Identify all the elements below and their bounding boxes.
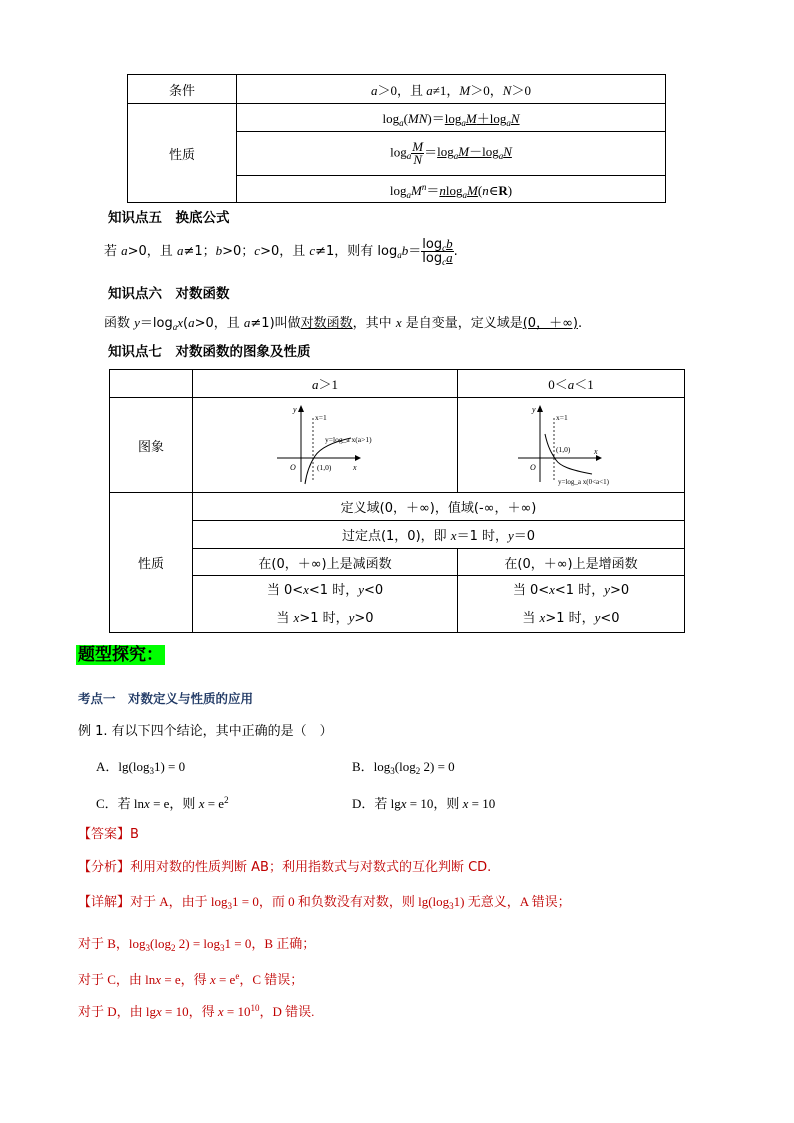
detail-line-1: 【详解】对于 A，由于 $\log_31 = 0$，而 0 和负数没有对数，则 $\lg(\log_31)$ 无意义，A 错误；	[78, 894, 571, 911]
graph1-x-label: x	[353, 463, 357, 472]
graph1-y-label: y	[293, 405, 297, 414]
log-function-definition: 函数 $y=\log_ax(a>0$，且 a≠1)叫做对数函数，其中 x 是自变量，定义域是(0，＋∞).	[104, 315, 583, 332]
graph-a-gt-1-cell	[193, 398, 458, 493]
option-a: A．$\lg(\log_31) = 0$	[96, 759, 186, 776]
option-c: C．若 lnx = e，则 $x = e^2$	[96, 795, 229, 811]
graph-property-label: 性质	[110, 493, 193, 633]
condition-value: a＞0，且 a≠1，M＞0，N＞0	[237, 75, 666, 104]
graph2-function-label: y=log_a x(0<a<1)	[558, 478, 609, 486]
log-properties-table	[127, 74, 666, 203]
graph1-point-label: (1,0)	[317, 463, 332, 472]
analysis-line: 【分析】利用对数的性质判断 AB；利用指数式与对数式的互化判断 CD.	[78, 860, 492, 875]
graph1-origin: O	[290, 463, 296, 472]
formula-power: $\log_aM^n=nlog_aM(n\in R)$	[237, 176, 666, 203]
option-d: D．若 lgx = 10，则 x = 10	[352, 796, 496, 811]
section-6-title: 知识点六 对数函数	[108, 286, 230, 302]
property-label: 性质	[128, 104, 237, 203]
monotonic-a-lt-1: 在(0，＋∞)上是增函数	[458, 549, 685, 576]
detail-line-3: 对于 C，由 lnx = e，得 $x = e^e$，C 错误；	[78, 971, 304, 987]
corner-cell	[110, 370, 193, 398]
graph1-function-label: y=log_a x(a>1)	[325, 435, 372, 444]
section-5-title: 知识点五 换底公式	[108, 210, 230, 226]
graph-a-lt-1	[458, 398, 684, 488]
graph2-point-label: (1,0)	[556, 445, 571, 454]
graph-label: 图象	[110, 398, 193, 493]
detail-line-4: 对于 D，由 lgx = 10，得 $x = 10^{10}$，D 错误.	[78, 1003, 315, 1019]
graph2-y-label: y	[532, 405, 536, 414]
explore-heading: 题型探究：	[78, 645, 163, 665]
graph1-asymptote-label: x=1	[315, 413, 327, 422]
monotonic-a-gt-1: 在(0，＋∞)上是减函数	[193, 549, 458, 576]
formula-quotient: $\log_a$ $\frac{M}{N}$ $=\log_aM-\log_aN$	[237, 132, 666, 176]
change-of-base-formula: 若 a>0，且 a≠1；b>0；c>0，且 c≠1，则有 $\log_ab=$ $\frac{\log_cb}{\log_ca}$ .	[104, 236, 458, 267]
graph2-x-label: x	[594, 447, 598, 456]
answer-line: 【答案】B	[78, 827, 139, 842]
detail-line-2: 对于 B，$\log_3(\log_2$ $2) = \log_31 = 0$，B 正确；	[78, 936, 316, 953]
example-1-question: 例 1. 有以下四个结论，其中正确的是（ ）	[78, 724, 333, 739]
section-7-title: 知识点七 对数函数的图象及性质	[108, 344, 311, 360]
sign-a-gt-1: 当 0<x<1 时，y<0 当 x>1 时，y>0	[193, 576, 458, 633]
option-b: B．$\log_3(\log_2$ 2) = 0	[352, 759, 455, 776]
kaodian-1-title: 考点一 对数定义与性质的应用	[78, 691, 254, 706]
log-graph-table	[109, 369, 685, 633]
header-a-lt-1: 0＜a＜1	[458, 370, 685, 398]
sign-a-lt-1: 当 0<x<1 时，y>0 当 x>1 时，y<0	[458, 576, 685, 633]
graph-a-gt-1	[193, 398, 457, 488]
graph2-origin: O	[530, 463, 536, 472]
fixed-point-row: 过定点(1，0)，即 x＝1 时，y＝0	[193, 521, 685, 549]
formula-product: $\log_a(MN)=\log_aM+\log_aN$	[237, 104, 666, 132]
graph2-asymptote-label: x=1	[556, 413, 568, 422]
domain-range-row: 定义域(0，＋∞)，值域(-∞，＋∞)	[193, 493, 685, 521]
graph-a-lt-1-cell	[458, 398, 685, 493]
condition-label: 条件	[128, 75, 237, 104]
header-a-gt-1: a＞1	[193, 370, 458, 398]
